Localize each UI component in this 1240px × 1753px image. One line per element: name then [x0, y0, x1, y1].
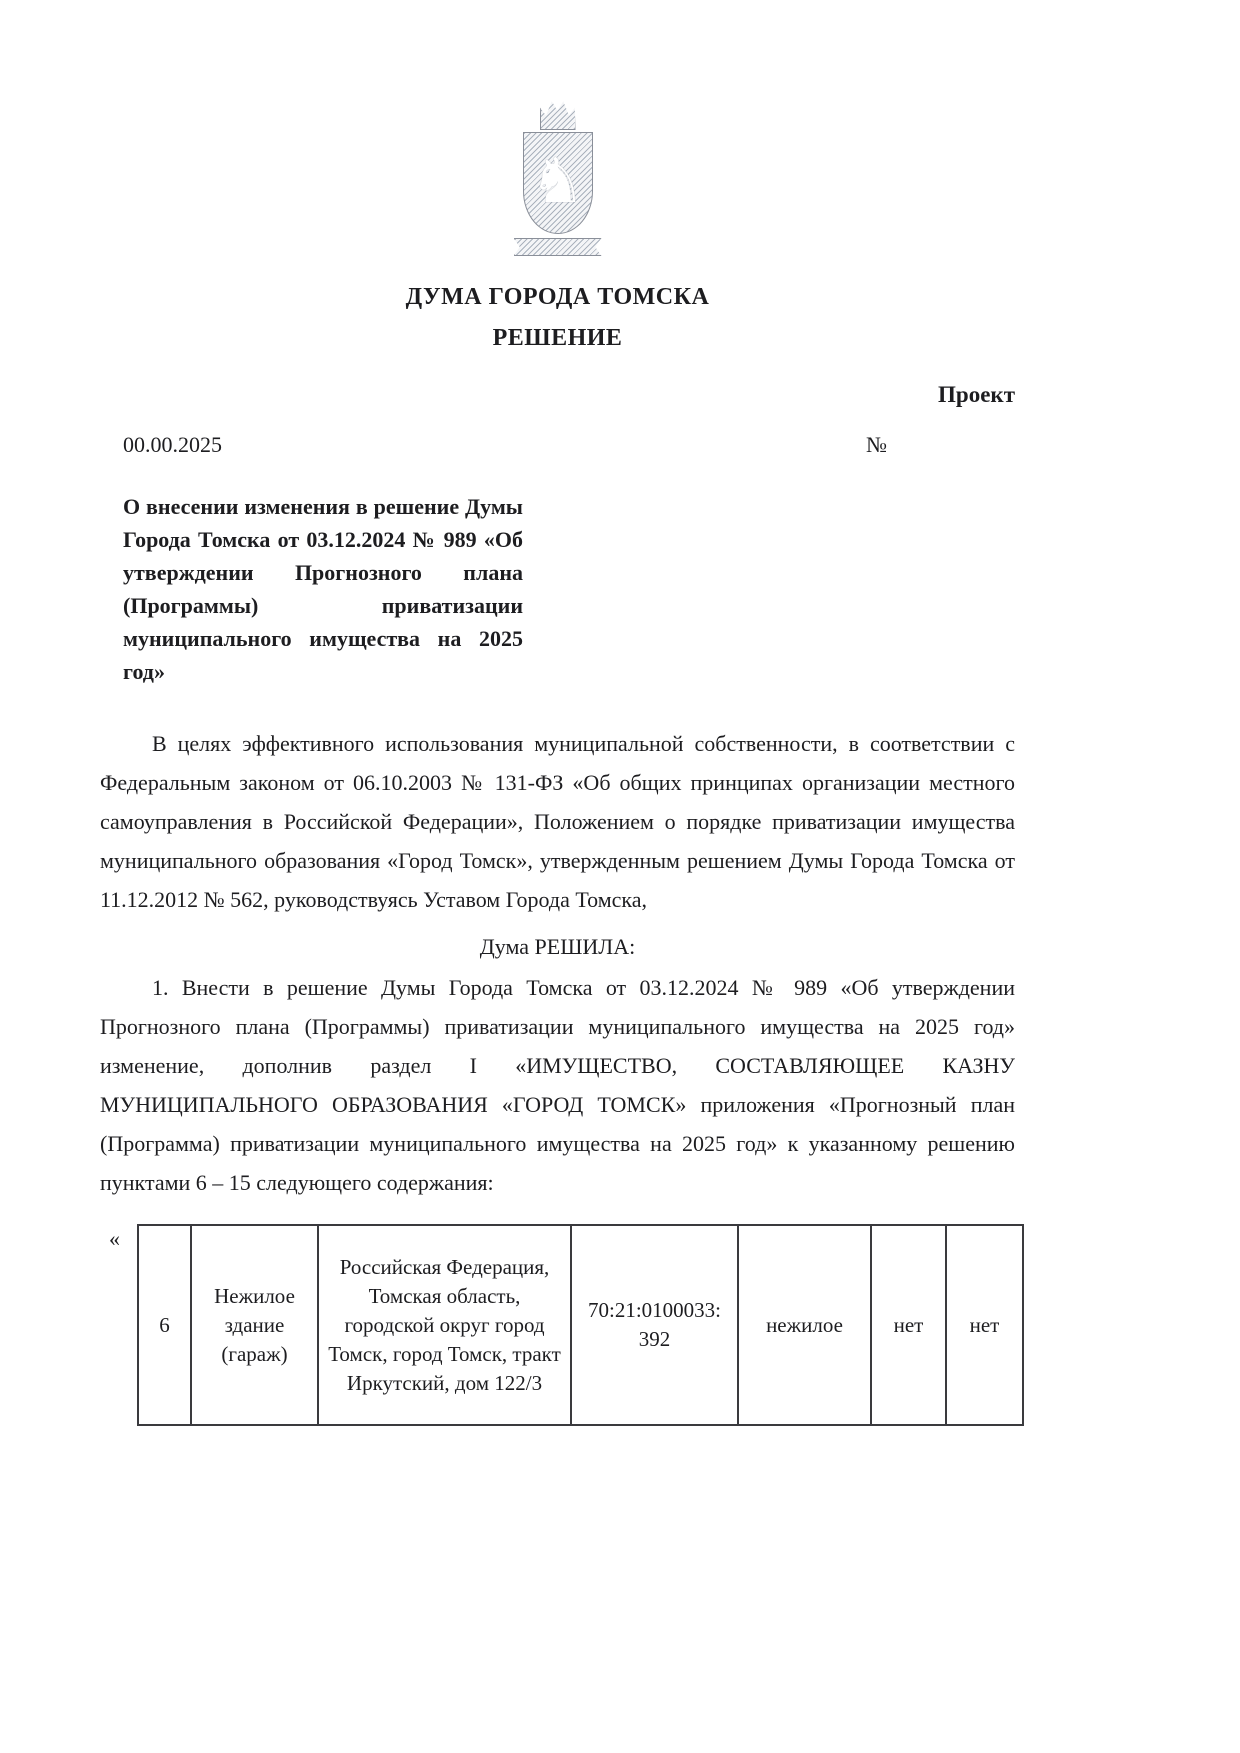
crown-icon	[540, 98, 576, 130]
cell-address: Российская Федерация, Томская область, городской округ город Томск, город Томск, тракт Иркутский, дом 122/3	[318, 1225, 571, 1425]
resolution-heading: Дума РЕШИЛА:	[479, 934, 636, 959]
cell-flag-1: нет	[871, 1225, 946, 1425]
horse-icon: ♞	[529, 144, 586, 217]
document-type-title: РЕШЕНИЕ	[492, 325, 623, 351]
document-number-label: №	[866, 432, 887, 457]
document-date: 00.00.2025	[123, 432, 222, 457]
draft-label: Проект	[938, 382, 1015, 407]
preamble-paragraph: В целях эффективного использования муниципальной собственности, в соответствии с Федеральным законом от 06.10.2003 № 131-ФЗ «Об общих принципах организации местного самоуправления в Российской Федерации», Положением о порядке приватизации имущества муниципального образования «Город Томск», утвержденным решением Думы Города Томска от 11.12.2012 № 562, руководствуясь Уставом Города Томска,	[100, 731, 1015, 912]
cell-object-name: Нежилое здание (гараж)	[191, 1225, 318, 1425]
cell-flag-2: нет	[946, 1225, 1023, 1425]
property-table	[137, 1224, 1024, 1426]
clause-1-paragraph: 1. Внести в решение Думы Города Томска от 03.12.2024 № 989 «Об утверждении Прогнозного плана (Программы) приватизации муниципального имущества на 2025 год» изменение, дополнив раздел I «ИМУЩЕСТВО, СОСТАВЛЯЮЩЕЕ КАЗНУ МУНИЦИПАЛЬНОГО ОБРАЗОВАНИЯ «ГОРОД ТОМСК» приложения «Прогнозный план (Программа) приватизации муниципального имущества на 2025 год» к указанному решению пунктами 6 – 15 следующего содержания:	[100, 975, 1015, 1195]
date-number-row	[100, 432, 1015, 464]
coat-of-arms	[503, 98, 613, 256]
cell-purpose: нежилое	[738, 1225, 871, 1425]
cell-row-number: 6	[138, 1225, 191, 1425]
cell-cadastral-number: 70:21:0100033: 392	[571, 1225, 738, 1425]
document-subject: О внесении изменения в решение Думы Города Томска от 03.12.2024 № 989 «Об утверждении Прогнозного плана (Программы) приватизации муниципального имущества на 2025 год»	[123, 494, 523, 684]
document-content	[100, 0, 1015, 1426]
property-table-wrapper	[109, 1224, 1015, 1426]
ribbon-icon	[514, 238, 602, 256]
organization-title: ДУМА ГОРОДА ТОМСКА	[405, 284, 710, 310]
table-open-quote: «	[109, 1226, 120, 1251]
shield-icon	[523, 132, 593, 234]
table-row	[138, 1225, 1023, 1425]
